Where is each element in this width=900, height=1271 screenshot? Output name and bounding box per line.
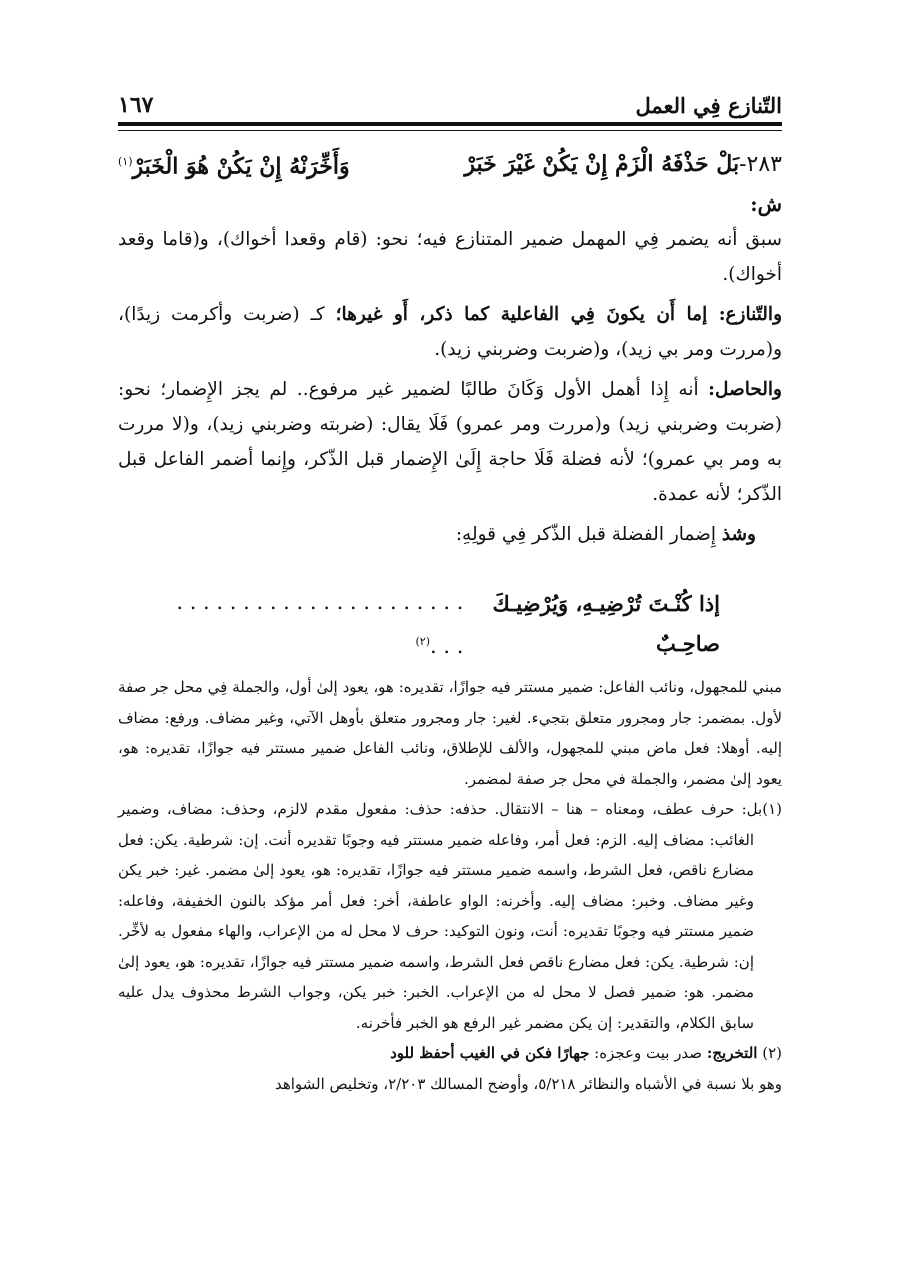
commentary-paragraph-3: والحاصل: أنه إِذا أهمل الأول وَكَانَ طالبًا لضمير غير مرفوع.. لم يجز الإِضمار؛ نحو: (ضربت وضربني زيد) و(مررت ومر عمرو) فَلَا يقال: (ضربته وضربني زيد)، و(لا مررت به ومر بي عمرو)؛ لأنه فضلة فَلَا حاجة إِلَىٰ الإِضمار قبل الذّكر، وإِنما أضمر الفاعل قبل الذّكر؛ لأنه عمدة. bbox=[118, 379, 782, 505]
quote-text: إذا كُنْـتَ تُرْضِيـهِ، وَيُرْضِيـكَ صاحِـبٌ bbox=[492, 591, 720, 656]
verse-line bbox=[118, 140, 782, 188]
sharh-label: ش: bbox=[750, 192, 782, 216]
verse-number: ٢٨٣- bbox=[739, 151, 782, 177]
quote-footnote-ref: (٢) bbox=[415, 635, 431, 648]
footnote-2: (٢) التخريج: صدر بيت وعجزه: جهارًا فكن في الغيب أحفظ للود bbox=[390, 1044, 782, 1062]
header-rule-thick bbox=[118, 122, 782, 126]
page-header bbox=[118, 88, 782, 118]
verse-first-hemistich: ٢٨٣-بَلْ حَذْفَهُ الْزَمْ إِنْ يَكُنْ غَيْرَ خَبَرْ bbox=[464, 150, 782, 177]
footnotes bbox=[118, 672, 782, 1099]
quoted-hemistich bbox=[170, 582, 720, 666]
commentary-paragraph-4: وشذ إِضمار الفضلة قبل الذّكر فِي قولِهِ: bbox=[455, 524, 756, 545]
verse-second-hemistich: وَأَخِّرَنْهُ إِنْ يَكُنْ هُوَ الْخَبَرْ$^{(١)}$ bbox=[118, 153, 350, 180]
quote-dots: . . . . . . . . . . . . . . . . . . . . . . . . .$^{(٢)}$ bbox=[176, 590, 464, 658]
footnote-2-sources: وهو بلا نسبة في الأشباه والنظائر ٥/٢١٨، وأوضح المسالك ٢/٢٠٣، وتخليص الشواهد bbox=[274, 1074, 782, 1093]
commentary-body bbox=[118, 187, 782, 557]
page-number: ١٦٧ bbox=[118, 92, 154, 118]
running-title: التّنازع فِي العمل bbox=[635, 93, 782, 118]
header-rule-thin bbox=[118, 130, 782, 131]
footnote-1: (١)بل: حرف عطف، ومعناه – هنا – الانتقال. حذفه: حذف: مفعول مقدم لالزم، وحذف: مضاف، وضمير الغائب: مضاف إليه. الزم: فعل أمر، وفاعله ضمير مستتر فيه وجوبًا تقديره أنت. إن: شرطية. يكن: فعل مضارع ناقص، فعل الشرط، واسمه ضمير مستتر فيه جوازًا، تقديره: هو، يعود إلىٰ مضمر. غير: خبر يكن وغير مضاف. وخبر: مضاف إليه. وأخرنه: الواو عاطفة، أخر: فعل أمر مؤكد بالنون الخفيفة، وفاعله: ضمير مستتر فيه وجوبًا تقديره: أنت، ونون التوكيد: حرف لا محل له من الإعراب، والهاء مفعول به لأخِّر. إن: شرطية. يكن: فعل مضارع ناقص فعل الشرط، واسمه ضمير مستتر فيه جوازًا، تقديره: هو، يعود إلىٰ مضمر. هو: ضمير فصل لا محل له من الإعراب. الخبر: خبر يكن، وجواب الشرط محذوف يدل عليه سابق الكلام، والتقدير: إن يكن مضمر غير الرفع هو الخبر فأخرنه. bbox=[118, 800, 782, 1032]
footnote-continuation: مبني للمجهول، ونائب الفاعل: ضمير مستتر فيه جوازًا، تقديره: هو، يعود إلىٰ أول، والجملة فِي محل جر صفة لأول. بمضمر: جار ومجرور متعلق بتجيء. لغير: جار ومجرور متعلق بأوهل الآتي، وغير مضاف. ورفع: مضاف إليه. أوهلا: فعل ماض مبني للمجهول، والألف للإطلاق، ونائب الفاعل ضمير مستتر فيه جوازًا، تقديره: هو، يعود إلىٰ مضمر، والجملة في محل جر صفة لمضمر. bbox=[118, 678, 782, 788]
commentary-paragraph-2: والتّنازع: إما أَن يكونَ فِي الفاعلية كما ذكر، أَو غيرها؛ كـ (ضربت وأكرمت زيدًا)، و(مررت ومر بي زيد)، و(ضربت وضربني زيد). bbox=[118, 304, 783, 360]
verse-footnote-ref: (١) bbox=[118, 155, 133, 168]
commentary-paragraph-1: سبق أنه يضمر فِي المهمل ضمير المتنازع فيه؛ نحو: (قام وقعدا أخواك)، و(قاما وقعد أخواك). bbox=[118, 229, 782, 285]
